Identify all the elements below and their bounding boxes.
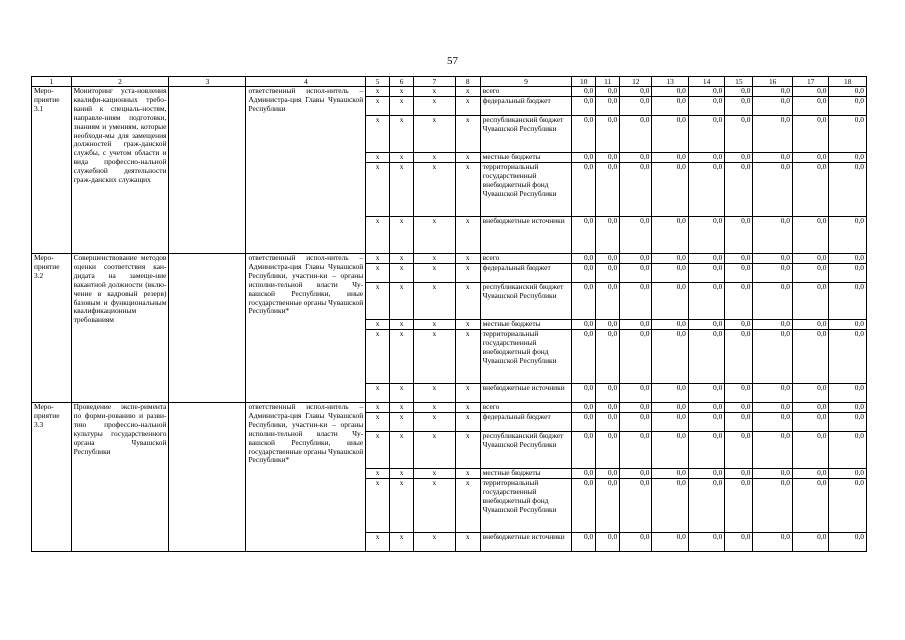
- x-mark-cell: x: [414, 153, 456, 163]
- funding-source: местные бюджеты: [480, 153, 572, 163]
- x-mark-cell: x: [366, 283, 390, 320]
- value-cell: 0,0: [620, 153, 652, 163]
- value-cell: 0,0: [725, 533, 753, 552]
- measure-code: Меро-приятие 3.1: [32, 87, 72, 254]
- funding-source: территориальный государственный внебюджетный фонд Чувашской Республики: [480, 330, 572, 384]
- value-cell: 0,0: [596, 533, 620, 552]
- x-mark-cell: x: [455, 87, 480, 97]
- value-cell: 0,0: [792, 264, 828, 283]
- value-cell: 0,0: [829, 87, 867, 97]
- value-cell: 0,0: [753, 97, 793, 116]
- value-cell: 0,0: [688, 283, 724, 320]
- column-number-10: 10: [572, 77, 596, 87]
- x-mark-cell: x: [455, 403, 480, 413]
- value-cell: 0,0: [829, 469, 867, 479]
- value-cell: 0,0: [725, 87, 753, 97]
- measure-executor: ответственный испол-нитель – Администра-ция Главы Чувашской Республики, участни-ки – органы исполни-тельной власти Чу-вашской Республики, иные государственные органы Чувашской Республики*: [246, 403, 366, 552]
- measure-executor: ответственный испол-нитель – Администра-ция Главы Чувашской Республики: [246, 87, 366, 254]
- value-cell: 0,0: [829, 384, 867, 403]
- value-cell: 0,0: [572, 330, 596, 384]
- column-number-5: 5: [366, 77, 390, 87]
- value-cell: 0,0: [753, 217, 793, 254]
- value-cell: 0,0: [620, 432, 652, 469]
- value-cell: 0,0: [829, 479, 867, 533]
- value-cell: 0,0: [688, 320, 724, 330]
- value-cell: 0,0: [753, 432, 793, 469]
- value-cell: 0,0: [688, 469, 724, 479]
- value-cell: 0,0: [688, 97, 724, 116]
- x-mark-cell: x: [455, 264, 480, 283]
- x-mark-cell: x: [366, 264, 390, 283]
- value-cell: 0,0: [596, 330, 620, 384]
- value-cell: 0,0: [753, 254, 793, 264]
- value-cell: 0,0: [652, 153, 688, 163]
- column-number-7: 7: [414, 77, 456, 87]
- x-mark-cell: x: [455, 153, 480, 163]
- value-cell: 0,0: [688, 87, 724, 97]
- value-cell: 0,0: [652, 533, 688, 552]
- value-cell: 0,0: [572, 153, 596, 163]
- value-cell: 0,0: [652, 330, 688, 384]
- value-cell: 0,0: [620, 403, 652, 413]
- value-cell: 0,0: [688, 533, 724, 552]
- value-cell: 0,0: [652, 413, 688, 432]
- value-cell: 0,0: [829, 403, 867, 413]
- value-cell: 0,0: [829, 217, 867, 254]
- column-number-3: 3: [169, 77, 246, 87]
- empty-cell: [169, 87, 246, 254]
- x-mark-cell: x: [390, 264, 414, 283]
- column-number-9: 9: [480, 77, 572, 87]
- x-mark-cell: x: [414, 264, 456, 283]
- value-cell: 0,0: [792, 533, 828, 552]
- value-cell: 0,0: [596, 163, 620, 217]
- value-cell: 0,0: [620, 97, 652, 116]
- x-mark-cell: x: [455, 469, 480, 479]
- value-cell: 0,0: [725, 330, 753, 384]
- value-cell: 0,0: [572, 413, 596, 432]
- x-mark-cell: x: [390, 469, 414, 479]
- x-mark-cell: x: [366, 403, 390, 413]
- value-cell: 0,0: [688, 432, 724, 469]
- x-mark-cell: x: [455, 283, 480, 320]
- value-cell: 0,0: [688, 479, 724, 533]
- column-number-12: 12: [620, 77, 652, 87]
- funding-source: республиканский бюджет Чувашской Республики: [480, 116, 572, 153]
- x-mark-cell: x: [390, 163, 414, 217]
- x-mark-cell: x: [455, 479, 480, 533]
- value-cell: 0,0: [829, 533, 867, 552]
- x-mark-cell: x: [390, 384, 414, 403]
- x-mark-cell: x: [390, 330, 414, 384]
- measure-name: Совершенствование методов оценки соответствия кан-дидата на замеще-ние вакантной должности (вклю-чение в кадровый резерв) базовым и функциональным квалификационным требованиям: [71, 254, 169, 403]
- value-cell: 0,0: [572, 403, 596, 413]
- value-cell: 0,0: [753, 283, 793, 320]
- funding-source: территориальный государственный внебюджетный фонд Чувашской Республики: [480, 479, 572, 533]
- value-cell: 0,0: [829, 320, 867, 330]
- x-mark-cell: x: [366, 217, 390, 254]
- table-row: [32, 87, 867, 97]
- value-cell: 0,0: [753, 116, 793, 153]
- funding-source: внебюджетные источники: [480, 384, 572, 403]
- value-cell: 0,0: [572, 217, 596, 254]
- value-cell: 0,0: [596, 153, 620, 163]
- value-cell: 0,0: [596, 403, 620, 413]
- x-mark-cell: x: [455, 413, 480, 432]
- measure-executor: ответственный испол-нитель – Администра-ция Главы Чувашской Республики, участни-ки – органы исполни-тельной власти Чу-вашской Республики, иные государственные органы Чувашской Республики*: [246, 254, 366, 403]
- value-cell: 0,0: [725, 469, 753, 479]
- x-mark-cell: x: [414, 533, 456, 552]
- x-mark-cell: x: [366, 153, 390, 163]
- x-mark-cell: x: [455, 330, 480, 384]
- value-cell: 0,0: [652, 432, 688, 469]
- value-cell: 0,0: [688, 217, 724, 254]
- value-cell: 0,0: [620, 116, 652, 153]
- x-mark-cell: x: [455, 384, 480, 403]
- funding-source: всего: [480, 403, 572, 413]
- value-cell: 0,0: [725, 283, 753, 320]
- value-cell: 0,0: [829, 97, 867, 116]
- value-cell: 0,0: [792, 97, 828, 116]
- x-mark-cell: x: [414, 469, 456, 479]
- value-cell: 0,0: [652, 479, 688, 533]
- x-mark-cell: x: [414, 87, 456, 97]
- value-cell: 0,0: [688, 403, 724, 413]
- x-mark-cell: x: [366, 116, 390, 153]
- measure-name: Мониторинг уста-новления квалифи-кационных требо-ваний к специаль-ностям, направле-ниям подготовки, знаниям и умениям, которые необходи-мы для замещения должностей граж-данской службы, с учетом области и вида профессио-нальной служебной деятельности граж-данских служащих: [71, 87, 169, 254]
- x-mark-cell: x: [414, 413, 456, 432]
- column-number-16: 16: [753, 77, 793, 87]
- x-mark-cell: x: [366, 469, 390, 479]
- x-mark-cell: x: [390, 97, 414, 116]
- value-cell: 0,0: [652, 163, 688, 217]
- value-cell: 0,0: [829, 254, 867, 264]
- value-cell: 0,0: [652, 283, 688, 320]
- value-cell: 0,0: [792, 283, 828, 320]
- value-cell: 0,0: [753, 413, 793, 432]
- value-cell: 0,0: [572, 469, 596, 479]
- value-cell: 0,0: [829, 153, 867, 163]
- x-mark-cell: x: [390, 153, 414, 163]
- value-cell: 0,0: [688, 330, 724, 384]
- funding-source: территориальный государственный внебюджетный фонд Чувашской Республики: [480, 163, 572, 217]
- value-cell: 0,0: [688, 264, 724, 283]
- value-cell: 0,0: [572, 87, 596, 97]
- value-cell: 0,0: [572, 432, 596, 469]
- x-mark-cell: x: [390, 254, 414, 264]
- value-cell: 0,0: [596, 217, 620, 254]
- empty-cell: [169, 403, 246, 552]
- x-mark-cell: x: [414, 217, 456, 254]
- value-cell: 0,0: [652, 264, 688, 283]
- value-cell: 0,0: [829, 413, 867, 432]
- value-cell: 0,0: [829, 264, 867, 283]
- x-mark-cell: x: [414, 116, 456, 153]
- value-cell: 0,0: [596, 413, 620, 432]
- value-cell: 0,0: [792, 479, 828, 533]
- value-cell: 0,0: [753, 479, 793, 533]
- x-mark-cell: x: [366, 254, 390, 264]
- value-cell: 0,0: [652, 87, 688, 97]
- value-cell: 0,0: [829, 116, 867, 153]
- value-cell: 0,0: [792, 163, 828, 217]
- value-cell: 0,0: [753, 469, 793, 479]
- column-number-14: 14: [688, 77, 724, 87]
- funding-source: всего: [480, 87, 572, 97]
- column-number-13: 13: [652, 77, 688, 87]
- column-number-11: 11: [596, 77, 620, 87]
- value-cell: 0,0: [596, 320, 620, 330]
- x-mark-cell: x: [414, 283, 456, 320]
- x-mark-cell: x: [455, 320, 480, 330]
- value-cell: 0,0: [753, 384, 793, 403]
- x-mark-cell: x: [366, 163, 390, 217]
- value-cell: 0,0: [596, 264, 620, 283]
- page-number: 57: [447, 55, 458, 67]
- value-cell: 0,0: [753, 87, 793, 97]
- value-cell: 0,0: [688, 384, 724, 403]
- value-cell: 0,0: [620, 413, 652, 432]
- x-mark-cell: x: [366, 87, 390, 97]
- value-cell: 0,0: [596, 97, 620, 116]
- x-mark-cell: x: [366, 330, 390, 384]
- x-mark-cell: x: [390, 533, 414, 552]
- value-cell: 0,0: [572, 283, 596, 320]
- measure-code: Меро-приятие 3.2: [32, 254, 72, 403]
- x-mark-cell: x: [455, 533, 480, 552]
- x-mark-cell: x: [455, 163, 480, 217]
- column-number-18: 18: [829, 77, 867, 87]
- funding-source: республиканский бюджет Чувашской Республики: [480, 283, 572, 320]
- x-mark-cell: x: [390, 87, 414, 97]
- table-row: [32, 403, 867, 413]
- x-mark-cell: x: [390, 320, 414, 330]
- value-cell: 0,0: [792, 217, 828, 254]
- x-mark-cell: x: [390, 413, 414, 432]
- value-cell: 0,0: [725, 413, 753, 432]
- value-cell: 0,0: [572, 479, 596, 533]
- x-mark-cell: x: [414, 97, 456, 116]
- value-cell: 0,0: [725, 384, 753, 403]
- value-cell: 0,0: [792, 469, 828, 479]
- value-cell: 0,0: [620, 264, 652, 283]
- value-cell: 0,0: [829, 163, 867, 217]
- value-cell: 0,0: [753, 403, 793, 413]
- value-cell: 0,0: [620, 320, 652, 330]
- x-mark-cell: x: [455, 116, 480, 153]
- value-cell: 0,0: [572, 116, 596, 153]
- table-row: [32, 254, 867, 264]
- funding-source: местные бюджеты: [480, 320, 572, 330]
- value-cell: 0,0: [753, 533, 793, 552]
- x-mark-cell: x: [414, 384, 456, 403]
- value-cell: 0,0: [652, 217, 688, 254]
- value-cell: 0,0: [725, 163, 753, 217]
- x-mark-cell: x: [390, 432, 414, 469]
- value-cell: 0,0: [688, 254, 724, 264]
- column-number-row: [32, 77, 867, 87]
- x-mark-cell: x: [414, 163, 456, 217]
- value-cell: 0,0: [572, 533, 596, 552]
- value-cell: 0,0: [596, 116, 620, 153]
- value-cell: 0,0: [725, 116, 753, 153]
- x-mark-cell: x: [390, 217, 414, 254]
- value-cell: 0,0: [596, 283, 620, 320]
- budget-table: [31, 76, 867, 552]
- value-cell: 0,0: [652, 97, 688, 116]
- value-cell: 0,0: [596, 254, 620, 264]
- value-cell: 0,0: [620, 217, 652, 254]
- value-cell: 0,0: [792, 116, 828, 153]
- value-cell: 0,0: [688, 163, 724, 217]
- value-cell: 0,0: [792, 254, 828, 264]
- value-cell: 0,0: [572, 384, 596, 403]
- value-cell: 0,0: [596, 87, 620, 97]
- x-mark-cell: x: [414, 479, 456, 533]
- value-cell: 0,0: [725, 403, 753, 413]
- column-number-15: 15: [725, 77, 753, 87]
- value-cell: 0,0: [596, 469, 620, 479]
- value-cell: 0,0: [620, 283, 652, 320]
- value-cell: 0,0: [753, 163, 793, 217]
- value-cell: 0,0: [725, 254, 753, 264]
- value-cell: 0,0: [688, 116, 724, 153]
- x-mark-cell: x: [390, 403, 414, 413]
- funding-source: всего: [480, 254, 572, 264]
- x-mark-cell: x: [390, 479, 414, 533]
- x-mark-cell: x: [455, 254, 480, 264]
- value-cell: 0,0: [620, 87, 652, 97]
- value-cell: 0,0: [753, 330, 793, 384]
- x-mark-cell: x: [414, 320, 456, 330]
- column-number-1: 1: [32, 77, 72, 87]
- x-mark-cell: x: [390, 283, 414, 320]
- funding-source: республиканский бюджет Чувашской Республики: [480, 432, 572, 469]
- value-cell: 0,0: [652, 384, 688, 403]
- value-cell: 0,0: [572, 163, 596, 217]
- value-cell: 0,0: [652, 320, 688, 330]
- x-mark-cell: x: [366, 413, 390, 432]
- x-mark-cell: x: [366, 432, 390, 469]
- value-cell: 0,0: [829, 432, 867, 469]
- value-cell: 0,0: [688, 153, 724, 163]
- table-body: [32, 77, 867, 552]
- value-cell: 0,0: [753, 264, 793, 283]
- funding-source: местные бюджеты: [480, 469, 572, 479]
- value-cell: 0,0: [620, 163, 652, 217]
- value-cell: 0,0: [572, 264, 596, 283]
- value-cell: 0,0: [572, 97, 596, 116]
- x-mark-cell: x: [414, 432, 456, 469]
- value-cell: 0,0: [792, 403, 828, 413]
- column-number-17: 17: [792, 77, 828, 87]
- funding-source: внебюджетные источники: [480, 533, 572, 552]
- value-cell: 0,0: [829, 330, 867, 384]
- value-cell: 0,0: [652, 403, 688, 413]
- value-cell: 0,0: [725, 217, 753, 254]
- value-cell: 0,0: [792, 153, 828, 163]
- value-cell: 0,0: [620, 254, 652, 264]
- x-mark-cell: x: [366, 479, 390, 533]
- value-cell: 0,0: [792, 432, 828, 469]
- value-cell: 0,0: [753, 153, 793, 163]
- x-mark-cell: x: [414, 330, 456, 384]
- measure-code: Меро-приятие 3.3: [32, 403, 72, 552]
- value-cell: 0,0: [620, 533, 652, 552]
- measure-name: Проведение экспе-римента по форми-рованию и разви-тию профессио-нальной культуры государственного органа Чувашской Республики: [71, 403, 169, 552]
- value-cell: 0,0: [753, 320, 793, 330]
- column-number-6: 6: [390, 77, 414, 87]
- funding-source: федеральный бюджет: [480, 97, 572, 116]
- column-number-2: 2: [71, 77, 169, 87]
- value-cell: 0,0: [792, 87, 828, 97]
- value-cell: 0,0: [572, 254, 596, 264]
- value-cell: 0,0: [792, 384, 828, 403]
- funding-source: внебюджетные источники: [480, 217, 572, 254]
- funding-source: федеральный бюджет: [480, 264, 572, 283]
- column-number-8: 8: [455, 77, 480, 87]
- column-number-4: 4: [246, 77, 366, 87]
- x-mark-cell: x: [366, 320, 390, 330]
- empty-cell: [169, 254, 246, 403]
- value-cell: 0,0: [829, 283, 867, 320]
- value-cell: 0,0: [725, 320, 753, 330]
- value-cell: 0,0: [725, 153, 753, 163]
- value-cell: 0,0: [620, 330, 652, 384]
- x-mark-cell: x: [390, 116, 414, 153]
- value-cell: 0,0: [652, 469, 688, 479]
- value-cell: 0,0: [725, 97, 753, 116]
- value-cell: 0,0: [792, 320, 828, 330]
- value-cell: 0,0: [652, 116, 688, 153]
- x-mark-cell: x: [455, 432, 480, 469]
- x-mark-cell: x: [414, 254, 456, 264]
- funding-source: федеральный бюджет: [480, 413, 572, 432]
- value-cell: 0,0: [620, 479, 652, 533]
- x-mark-cell: x: [455, 97, 480, 116]
- value-cell: 0,0: [792, 413, 828, 432]
- value-cell: 0,0: [596, 432, 620, 469]
- value-cell: 0,0: [688, 413, 724, 432]
- value-cell: 0,0: [620, 384, 652, 403]
- value-cell: 0,0: [620, 469, 652, 479]
- value-cell: 0,0: [725, 432, 753, 469]
- value-cell: 0,0: [572, 320, 596, 330]
- x-mark-cell: x: [366, 97, 390, 116]
- value-cell: 0,0: [596, 384, 620, 403]
- x-mark-cell: x: [455, 217, 480, 254]
- x-mark-cell: x: [414, 403, 456, 413]
- x-mark-cell: x: [366, 533, 390, 552]
- value-cell: 0,0: [725, 264, 753, 283]
- value-cell: 0,0: [652, 254, 688, 264]
- value-cell: 0,0: [725, 479, 753, 533]
- x-mark-cell: x: [366, 384, 390, 403]
- value-cell: 0,0: [792, 330, 828, 384]
- value-cell: 0,0: [596, 479, 620, 533]
